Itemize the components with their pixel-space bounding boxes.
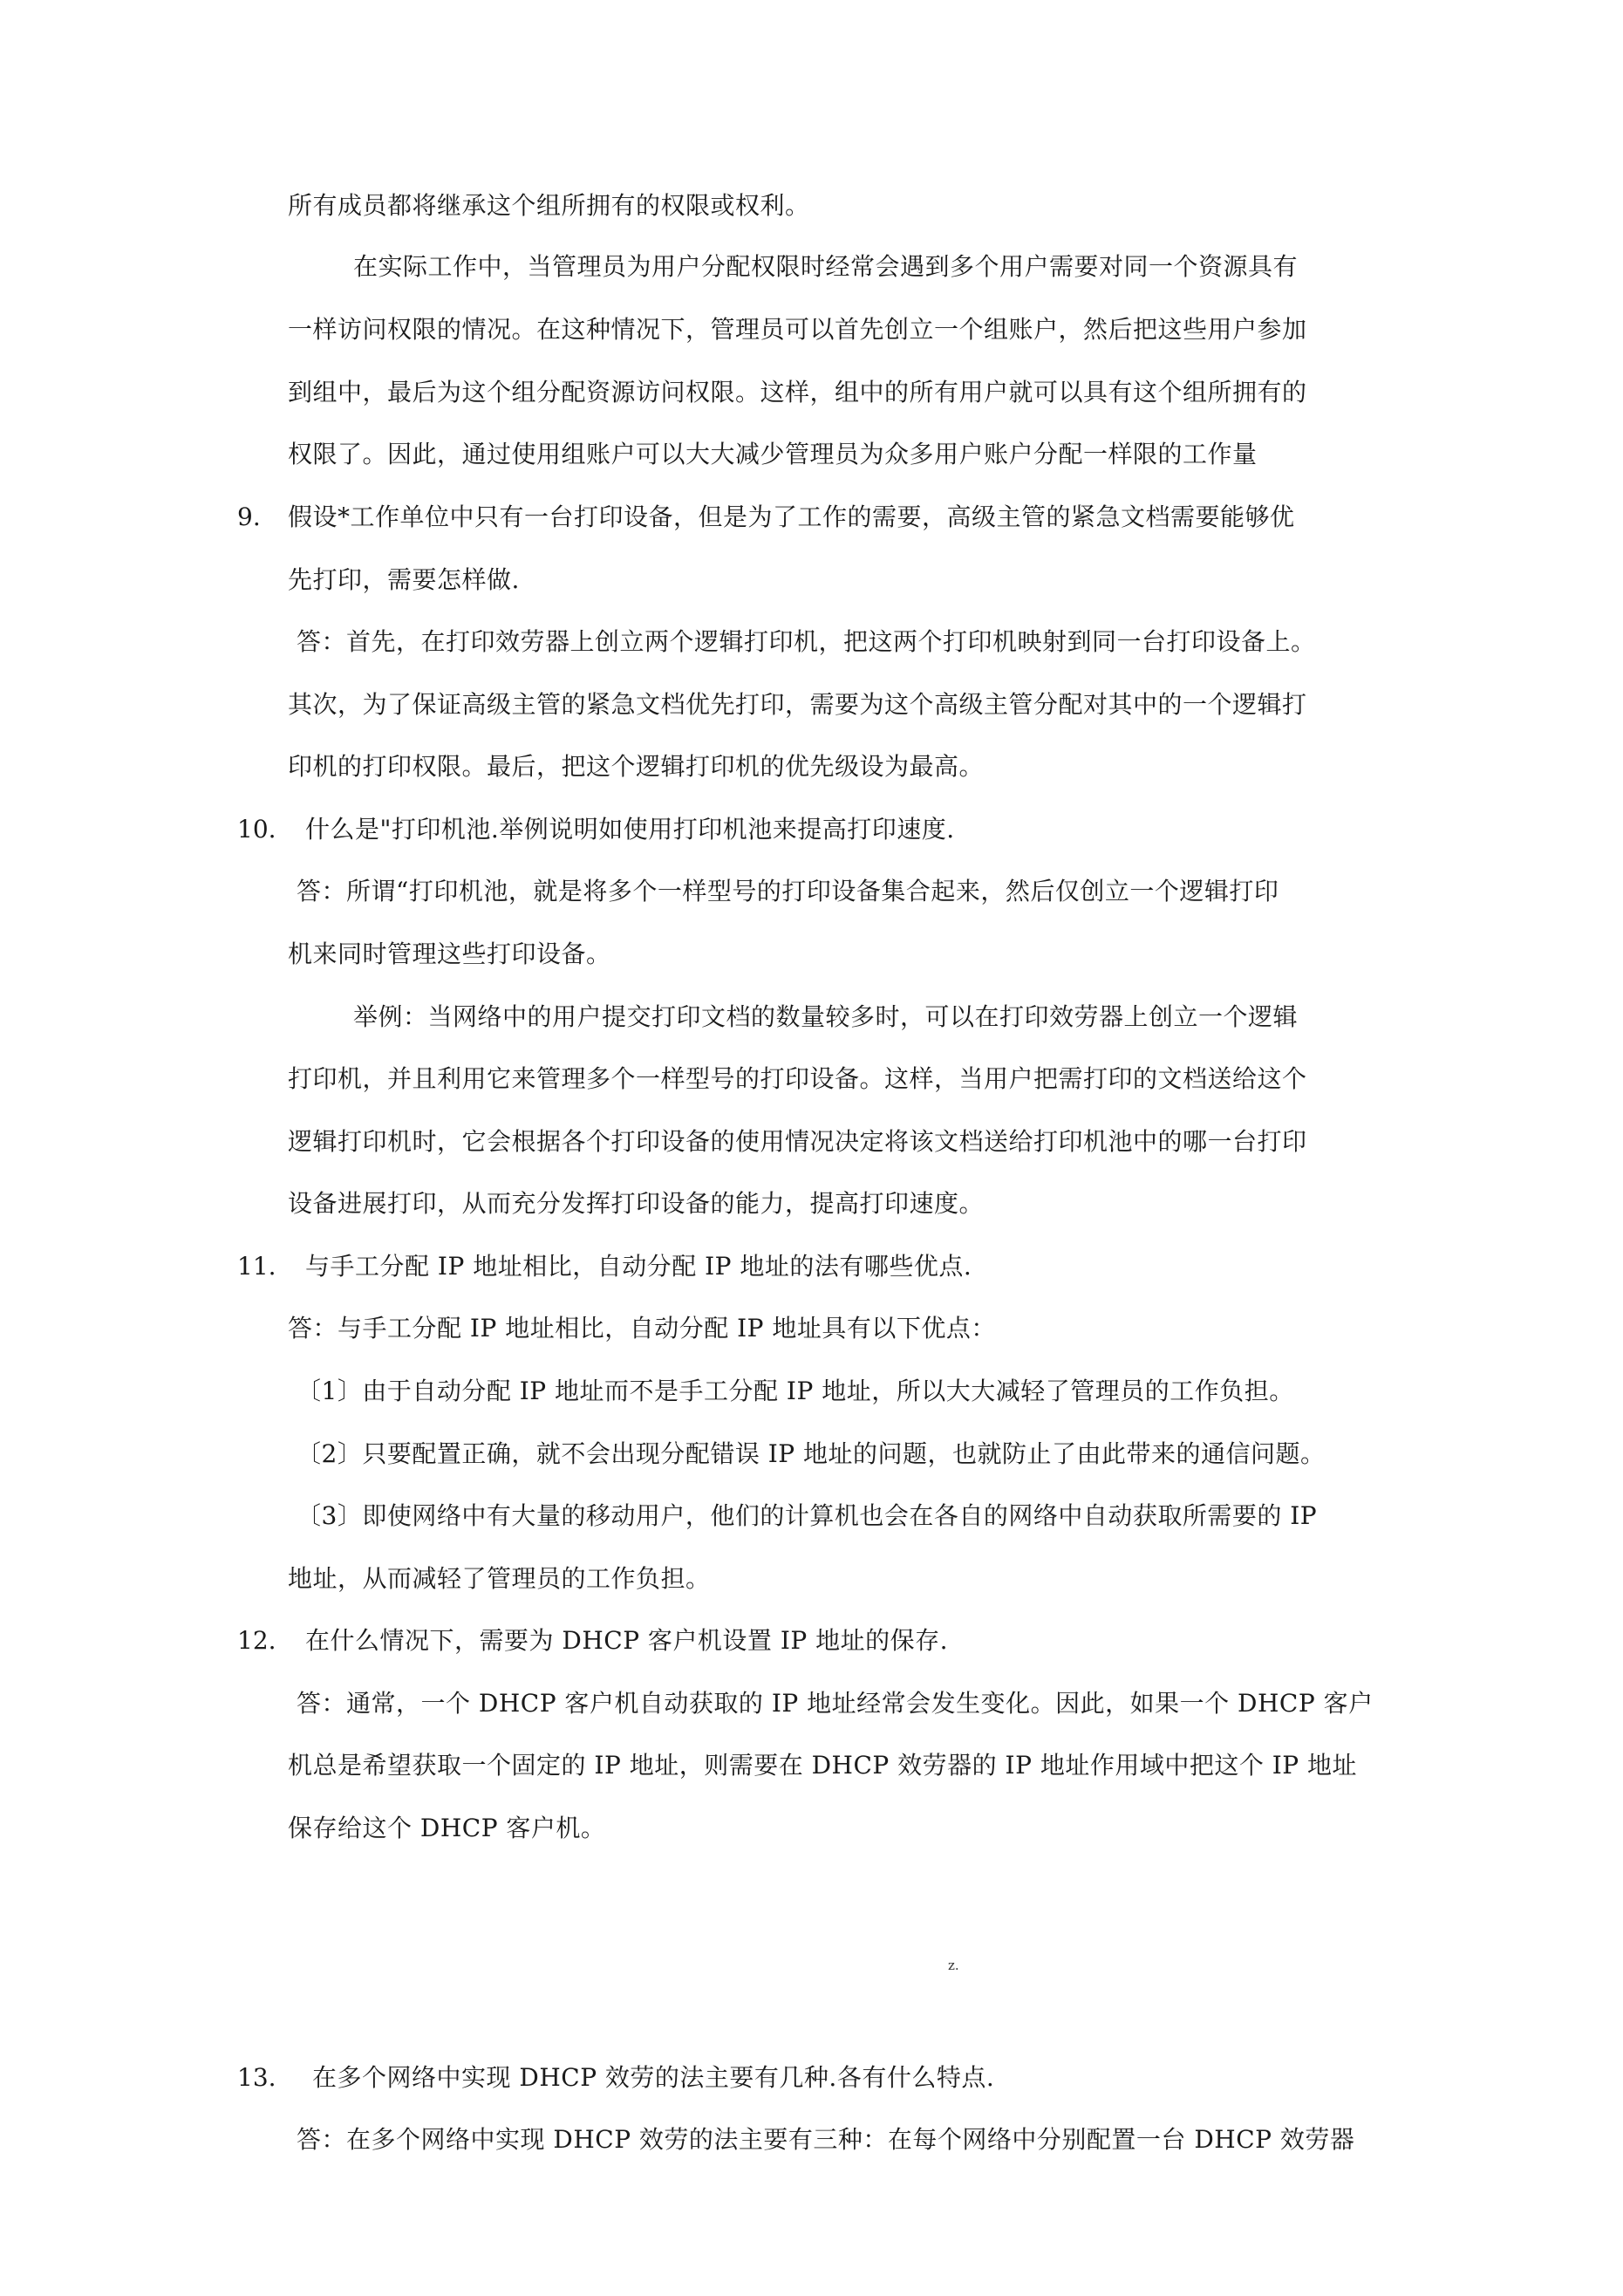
question-text: 什么是"打印机池.举例说明如使用打印机池来提高打印速度. — [305, 815, 955, 844]
answer-text: 答：所谓“打印机池，就是将多个一样型号的打印设备集合起来，然后仅创立一个逻辑打印 — [297, 877, 1279, 905]
answer-text: 答：通常，一个 DHCP 客户机自动获取的 IP 地址经常会发生变化。因此，如果一个 DHCP 客户 — [297, 1689, 1374, 1718]
question-text: 假设*工作单位中只有一台打印设备，但是为了工作的需要，高级主管的紧急文档需要能够优 — [288, 502, 1295, 531]
question-text: 与手工分配 IP 地址相比，自动分配 IP 地址的法有哪些优点. — [305, 1252, 972, 1281]
example-text: 设备进展打印，从而充分发挥打印设备的能力，提高打印速度。 — [288, 1189, 985, 1218]
question-number: 10. — [237, 815, 276, 844]
question-text: 先打印，需要怎样做. — [288, 565, 520, 594]
text-line: 在实际工作中，当管理员为用户分配权限时经常会遇到多个用户需要对同一个资源具有 — [353, 252, 1299, 281]
text-line: 权限了。因此，通过使用组账户可以大大减少管理员为众多用户账户分配一样限的工作量 — [288, 440, 1258, 468]
example-text: 逻辑打印机时，它会根据各个打印设备的使用情况决定将该文档送给打印机池中的哪一台打印 — [288, 1127, 1307, 1156]
answer-point: 地址，从而减轻了管理员的工作负担。 — [288, 1564, 711, 1593]
example-text: 打印机，并且利用它来管理多个一样型号的打印设备。这样，当用户把需打印的文档送给这个 — [288, 1064, 1307, 1093]
question-text: 在什么情况下，需要为 DHCP 客户机设置 IP 地址的保存. — [305, 1626, 949, 1655]
text-line: 一样访问权限的情况。在这种情况下，管理员可以首先创立一个组账户，然后把这些用户参加 — [288, 315, 1307, 344]
question-number: 9. — [237, 502, 261, 531]
text-line: 到组中，最后为这个组分配资源访问权限。这样，组中的所有用户就可以具有这个组所拥有的 — [288, 378, 1307, 407]
answer-text: 其次，为了保证高级主管的紧急文档优先打印，需要为这个高级主管分配对其中的一个逻辑打 — [288, 690, 1307, 719]
answer-point: 〔2〕只要配置正确，就不会出现分配错误 IP 地址的问题，也就防止了由此带来的通信问题。 — [297, 1439, 1326, 1468]
question-text: 在多个网络中实现 DHCP 效劳的法主要有几种.各有什么特点. — [312, 2063, 995, 2092]
answer-text: 保存给这个 DHCP 客户机。 — [288, 1814, 606, 1842]
answer-text: 答：首先，在打印效劳器上创立两个逻辑打印机，把这两个打印机映射到同一台打印设备上。 — [297, 627, 1316, 656]
answer-point: 〔3〕即使网络中有大量的移动用户，他们的计算机也会在各自的网络中自动获取所需要的 IP — [297, 1501, 1318, 1530]
question-number: 13. — [237, 2063, 276, 2092]
question-number: 11. — [237, 1252, 276, 1281]
answer-text: 印机的打印权限。最后，把这个逻辑打印机的优先级设为最高。 — [288, 752, 985, 781]
answer-text: 答：在多个网络中实现 DHCP 效劳的法主要有三种：在每个网络中分别配置一台 DHCP 效劳器 — [297, 2125, 1355, 2154]
question-number: 12. — [237, 1626, 276, 1655]
answer-text: 机来同时管理这些打印设备。 — [288, 940, 611, 968]
text-line: 所有成员都将继承这个组所拥有的权限或权利。 — [288, 191, 810, 220]
example-text: 举例：当网络中的用户提交打印文档的数量较多时，可以在打印效劳器上创立一个逻辑 — [353, 1002, 1299, 1031]
page-footer-mark: z. — [948, 1958, 959, 1973]
answer-text: 机总是希望获取一个固定的 IP 地址，则需要在 DHCP 效劳器的 IP 地址作用域中把这个 IP 地址 — [288, 1751, 1358, 1780]
answer-text: 答：与手工分配 IP 地址相比，自动分配 IP 地址具有以下优点： — [288, 1314, 996, 1343]
answer-point: 〔1〕由于自动分配 IP 地址而不是手工分配 IP 地址，所以大大减轻了管理员的工作负担。 — [297, 1377, 1294, 1405]
